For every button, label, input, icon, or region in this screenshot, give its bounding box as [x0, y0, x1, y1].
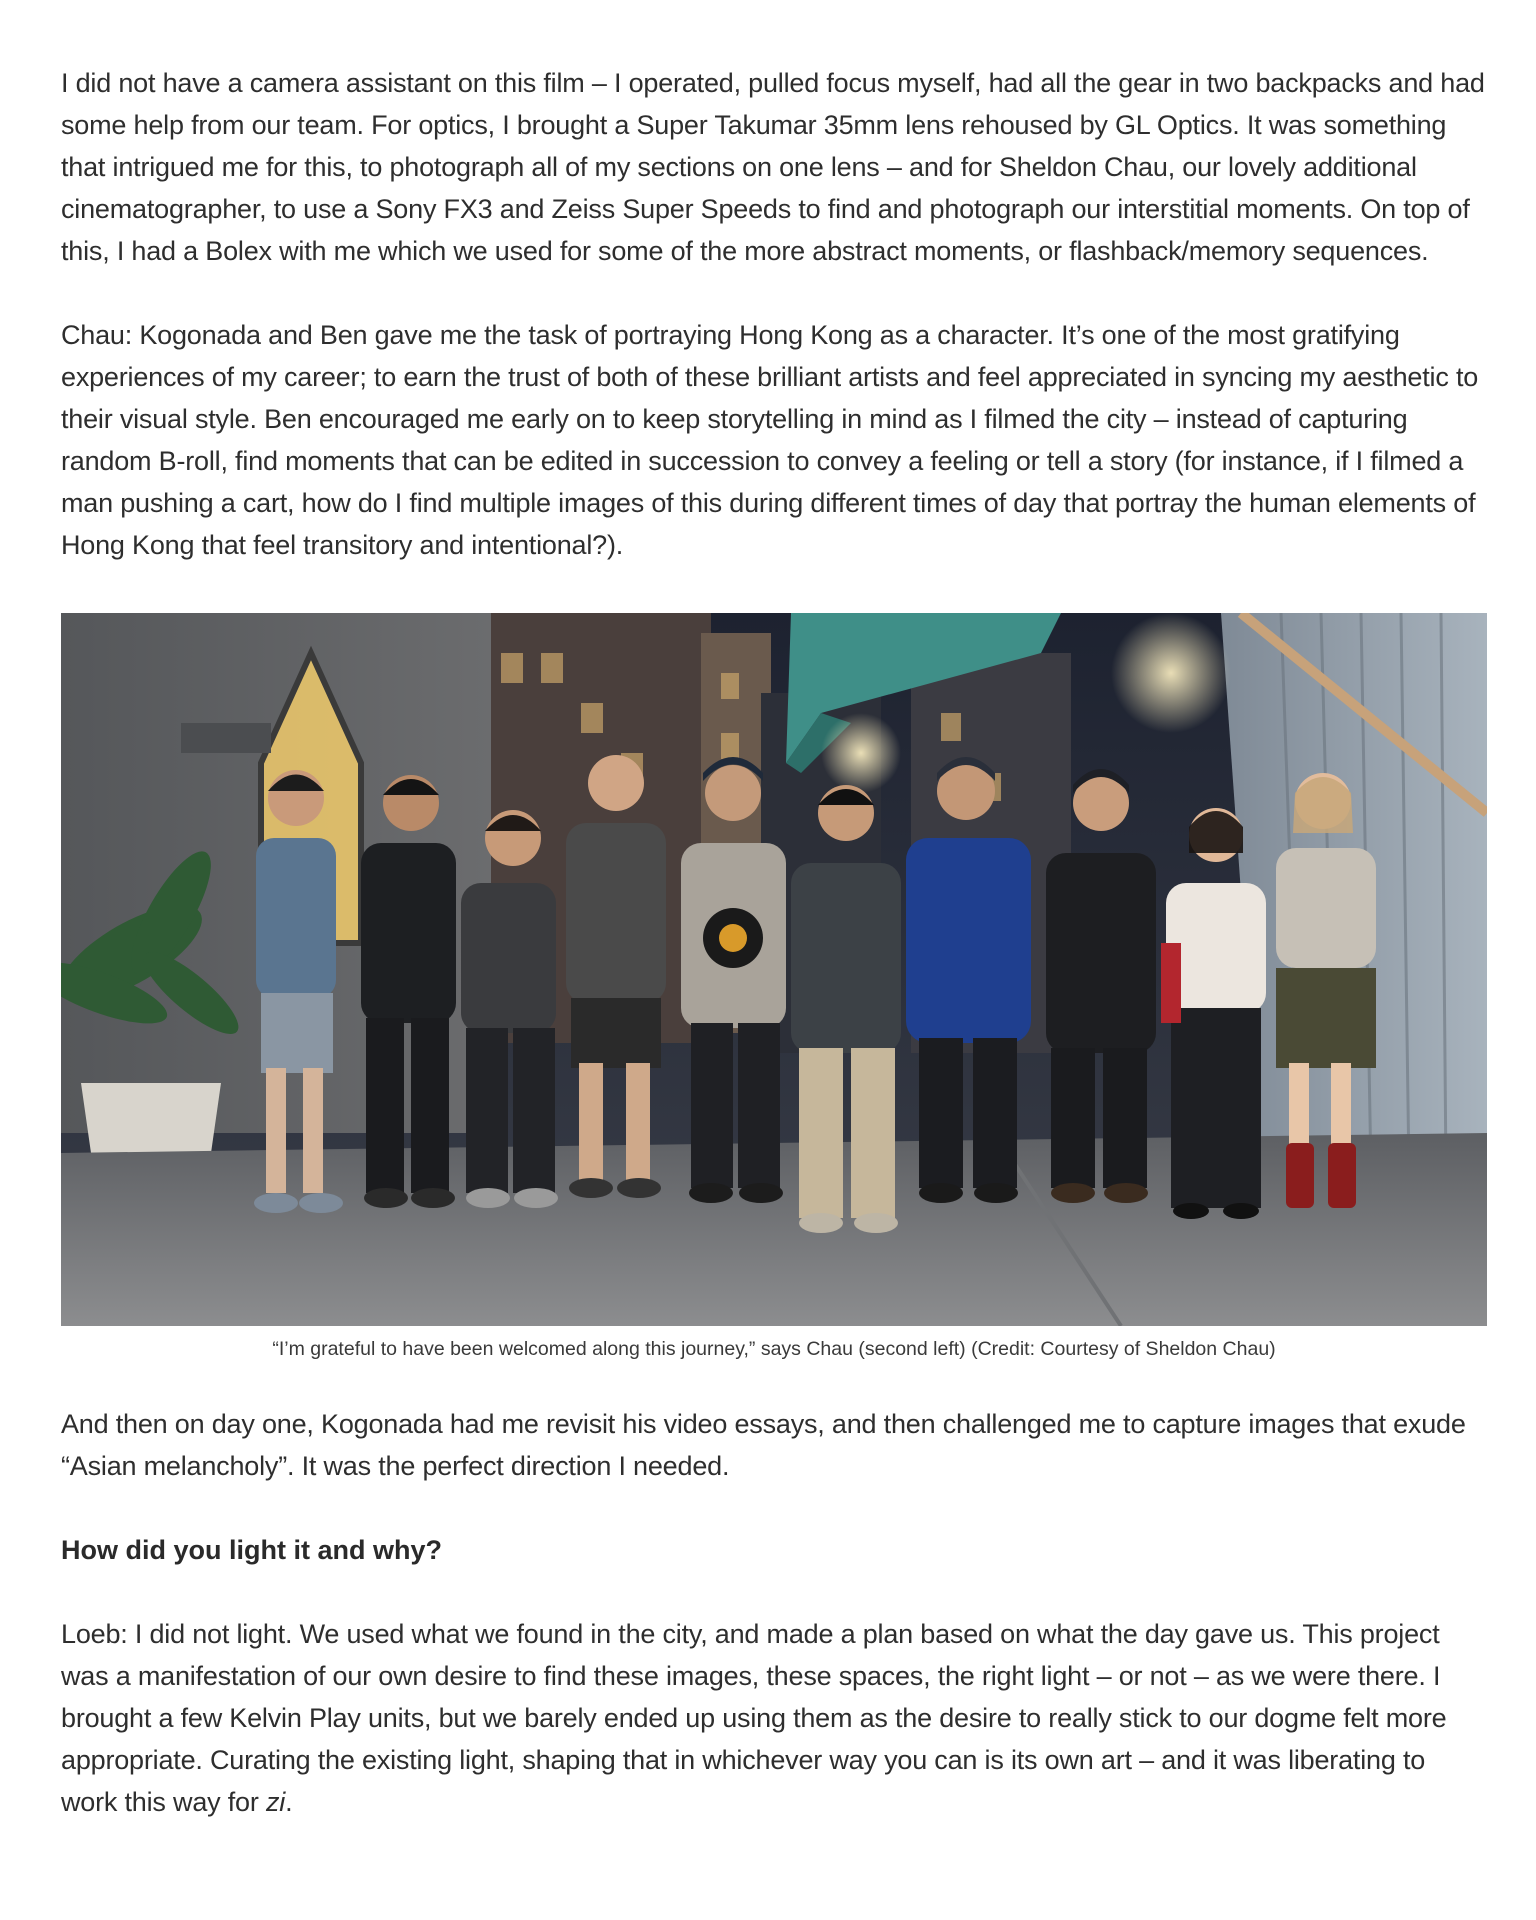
paragraph-4-text: Loeb: I did not light. We used what we found in the city, and made a plan based on what the day gave us. This project was a manifestation of our own desire to find these images, these spaces, the right light – or not – as we were there. I brought a few Kelvin Play units, but we barely ended up using them as the desire to really stick to our dogme felt more appropriate. Curating the existing light, shaping that in whichever way you can is its own art – and it was liberating to work this way for: [61, 1619, 1447, 1817]
group-photo-illustration: [61, 613, 1487, 1326]
group-photo[interactable]: [61, 613, 1487, 1326]
article-body: [61, 62, 1487, 1823]
film-title-zi: zi: [265, 1787, 286, 1817]
article-paragraph-4: [61, 1613, 1487, 1823]
article-figure: [61, 613, 1487, 1363]
article-paragraph-2: Chau: Kogonada and Ben gave me the task of portraying Hong Kong as a character. It’s one of the most gratifying experiences of my career; to earn the trust of both of these brilliant artists and feel appreciated in syncing my aesthetic to their visual style. Ben encouraged me early on to keep storytelling in mind as I filmed the city – instead of capturing random B-roll, find moments that can be edited in succession to convey a feeling or tell a story (for instance, if I filmed a man pushing a cart, how do I find multiple images of this during different times of day that portray the human elements of Hong Kong that feel transitory and intentional?).: [61, 320, 1479, 560]
article-paragraph-1: I did not have a camera assistant on this film – I operated, pulled focus myself, had all the gear in two backpacks and had some help from our team. For optics, I brought a Super Takumar 35mm lens rehoused by GL Optics. It was something that intrigued me for this, to photograph all of my sections on one lens – and for Sheldon Chau, our lovely additional cinematographer, to use a Sony FX3 and Zeiss Super Speeds to find and photograph our interstitial moments. On top of this, I had a Bolex with me which we used for some of the more abstract moments, or flashback/memory sequences.: [61, 68, 1485, 266]
figure-caption: “I’m grateful to have been welcomed along this journey,” says Chau (second left) (Credit: Courtesy of Sheldon Chau): [272, 1338, 1276, 1360]
paragraph-4-end: .: [285, 1787, 293, 1817]
article-paragraph-3: And then on day one, Kogonada had me revisit his video essays, and then challenged me to capture images that exude “Asian melancholy”. It was the perfect direction I needed.: [61, 1409, 1466, 1481]
section-heading: How did you light it and why?: [61, 1535, 442, 1565]
